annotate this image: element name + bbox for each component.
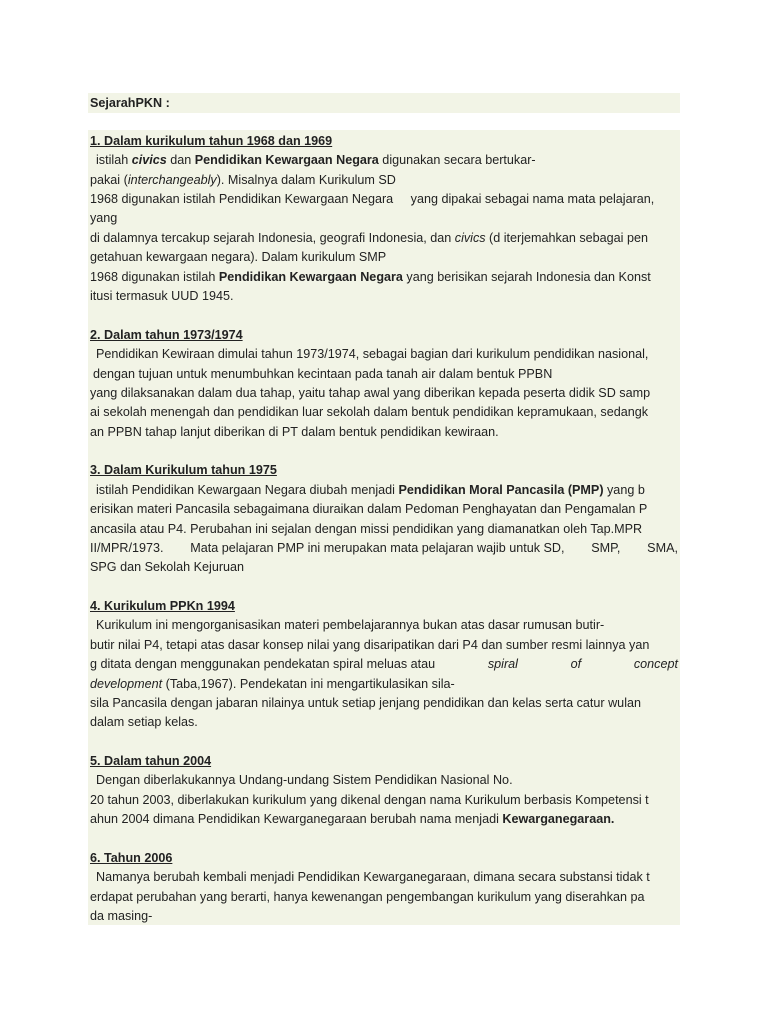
s3-line-4: II/MPR/1973. Mata pelajaran PMP ini merupakan mata pelajaran wajib untuk SD, SMP, SMA, xyxy=(90,541,678,555)
s1-line-7: 1968 digunakan istilah Pendidikan Kewargaan Negara yang berisikan sejarah Indonesia dan Konst xyxy=(90,270,651,284)
s2-line-2: dengan tujuan untuk menumbuhkan kecintaan pada tanah air dalam bentuk PPBN xyxy=(93,367,553,381)
s4-line-4: development (Taba,1967). Pendekatan ini mengartikulasikan sila- xyxy=(90,677,455,691)
s1-line-5: di dalamnya tercakup sejarah Indonesia, geografi Indonesia, dan civics (d iterjemahkan sebagai pen xyxy=(90,231,648,245)
s4-line-3: g ditata dengan menggunakan pendekatan spiral meluas atau spiral of concept xyxy=(90,657,678,671)
s2-line-4: ai sekolah menengah dan pendidikan luar sekolah dalam bentuk pendidikan kepramukaan, sedangk xyxy=(90,405,649,419)
section-5-heading: 5. Dalam tahun 2004 xyxy=(90,754,212,768)
s3-line-5: SPG dan Sekolah Kejuruan xyxy=(90,560,245,574)
s2-line-3: yang dilaksanakan dalam dua tahap, yaitu tahap awal yang diberikan kepada peserta didik SD samp xyxy=(90,386,651,400)
s4-line-6: dalam setiap kelas. xyxy=(90,715,198,729)
section-6-heading: 6. Tahun 2006 xyxy=(90,851,173,865)
section-1-heading: 1. Dalam kurikulum tahun 1968 dan 1969 xyxy=(90,134,333,148)
s1-line-1: istilah civics dan Pendidikan Kewargaan Negara digunakan secara bertukar- xyxy=(96,153,536,167)
s1-line-6: getahuan kewargaan negara). Dalam kurikulum SMP xyxy=(90,250,387,264)
s4-line-1: Kurikulum ini mengorganisasikan materi pembelajarannya bukan atas dasar rumusan butir- xyxy=(96,618,605,632)
section-4-heading: 4. Kurikulum PPKn 1994 xyxy=(90,599,235,613)
s6-line-2: erdapat perubahan yang berarti, hanya kewenangan pengembangan kurikulum yang diserahkan pa xyxy=(90,890,645,904)
s4-line-5: sila Pancasila dengan jabaran nilainya untuk setiap jenjang pendidikan dan kelas serta catur wulan xyxy=(90,696,641,710)
s6-line-3: da masing- xyxy=(90,909,153,923)
section-2-heading: 2. Dalam tahun 1973/1974 xyxy=(90,328,243,342)
s1-line-4: yang xyxy=(90,211,118,225)
s6-line-1: Namanya berubah kembali menjadi Pendidikan Kewarganegaraan, dimana secara substansi tidak t xyxy=(96,870,650,884)
section-3-heading: 3. Dalam Kurikulum tahun 1975 xyxy=(90,463,277,477)
s4-line-2: butir nilai P4, tetapi atas dasar konsep nilai yang disaripatikan dari P4 dan sumber resmi lainnya yan xyxy=(90,638,650,652)
s1-line-2: pakai (interchangeably). Misalnya dalam Kurikulum SD xyxy=(90,173,396,187)
s5-line-3: ahun 2004 dimana Pendidikan Kewarganegaraan berubah nama menjadi Kewarganegaraan. xyxy=(90,812,615,826)
s3-line-1: istilah Pendidikan Kewargaan Negara diubah menjadi Pendidikan Moral Pancasila (PMP) yang b xyxy=(96,483,645,497)
s2-line-5: an PPBN tahap lanjut diberikan di PT dalam bentuk pendidikan kewiraan. xyxy=(90,425,499,439)
s1-line-8: itusi termasuk UUD 1945. xyxy=(90,289,234,303)
document-title: SejarahPKN : xyxy=(90,96,170,110)
s3-line-2: erisikan materi Pancasila sebagaimana diuraikan dalam Pedoman Penghayatan dan Pengamalan P xyxy=(90,502,648,516)
s5-line-2: 20 tahun 2003, diberlakukan kurikulum yang dikenal dengan nama Kurikulum berbasis Kompetensi t xyxy=(90,793,649,807)
s3-line-3: ancasila atau P4. Perubahan ini sejalan dengan missi pendidikan yang diamanatkan oleh Tap.MPR xyxy=(90,522,643,536)
s2-line-1: Pendidikan Kewiraan dimulai tahun 1973/1974, sebagai bagian dari kurikulum pendidikan nasional, xyxy=(96,347,649,361)
s5-line-1: Dengan diberlakukannya Undang-undang Sistem Pendidikan Nasional No. xyxy=(96,773,513,787)
s1-line-3: 1968 digunakan istilah Pendidikan Kewargaan Negara yang dipakai sebagai nama mata pelajaran, xyxy=(90,192,655,206)
